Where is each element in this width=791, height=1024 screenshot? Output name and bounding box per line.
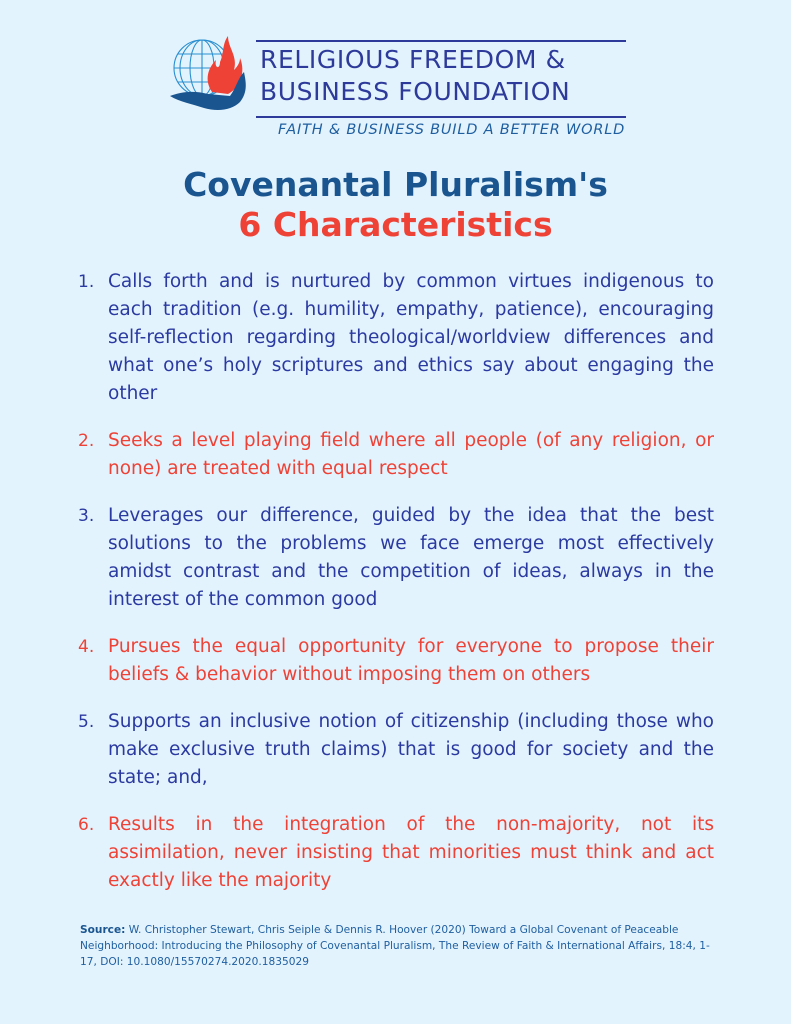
globe-flame-hand-icon: [168, 32, 258, 114]
item-text: Supports an inclusive notion of citizenship (including those who make exclusive truth claims) that is good for society and the state; and,: [108, 711, 714, 788]
item-number: 4.: [78, 637, 95, 657]
title-line1: Covenantal Pluralism's: [183, 165, 608, 204]
logo-bottom-rule: [256, 116, 626, 118]
list-item: [78, 502, 714, 614]
item-number: 2.: [78, 431, 95, 451]
list-item: [78, 268, 714, 408]
item-number: 6.: [78, 815, 95, 835]
rfbf-logo: [168, 32, 628, 142]
page-title: [0, 165, 791, 245]
item-number: 5.: [78, 712, 95, 732]
logo-name-line1: RELIGIOUS FREEDOM &: [260, 45, 566, 74]
item-number: 1.: [78, 272, 95, 292]
list-item: [78, 633, 714, 689]
list-item: [78, 811, 714, 895]
source-label: Source:: [80, 924, 126, 936]
item-text: Results in the integration of the non-majority, not its assimilation, never insisting that minorities must think and act exactly like the majority: [108, 814, 714, 891]
item-text: Seeks a level playing field where all people (of any religion, or none) are treated with equal respect: [108, 430, 714, 479]
item-number: 3.: [78, 506, 95, 526]
logo-name-line2: BUSINESS FOUNDATION: [260, 77, 571, 106]
source-citation: [80, 922, 710, 970]
title-line2: 6 Characteristics: [238, 205, 553, 244]
source-text: W. Christopher Stewart, Chris Seiple & Dennis R. Hoover (2020) Toward a Global Covenant of Peaceable Neighborhood: Introducing the Philosophy of Covenantal Pluralism, The Review of Faith & International Affairs, 18:4, 1-17, DOI: 10.1080/15570274.2020.1835029: [80, 924, 710, 968]
list-item: [78, 708, 714, 792]
item-text: Leverages our difference, guided by the idea that the best solutions to the problems we face emerge most effectively amidst contrast and the competition of ideas, always in the interest of the common good: [108, 505, 714, 610]
characteristics-list: [78, 268, 714, 914]
item-text: Pursues the equal opportunity for everyone to propose their beliefs & behavior without imposing them on others: [108, 636, 714, 685]
logo-top-rule: [256, 40, 626, 42]
logo-tagline: FAITH & BUSINESS BUILD A BETTER WORLD: [278, 122, 626, 138]
list-item: [78, 427, 714, 483]
item-text: Calls forth and is nurtured by common virtues indigenous to each tradition (e.g. humility, empathy, patience), encouraging self-reflection regarding theological/worldview differences and what one’s holy scriptures and ethics say about engaging the other: [108, 271, 714, 404]
